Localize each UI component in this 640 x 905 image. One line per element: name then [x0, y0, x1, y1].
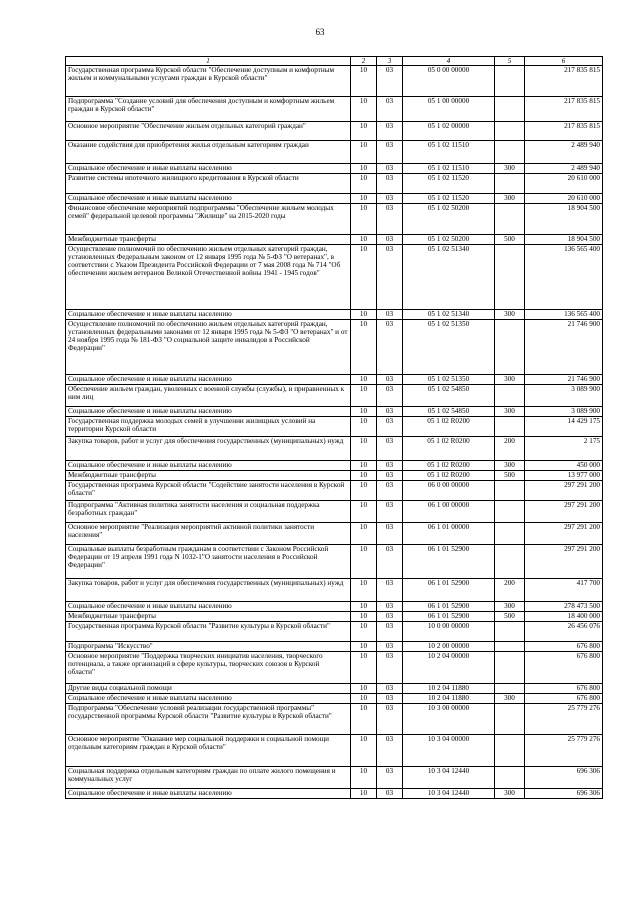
- header-col-5: 5: [495, 57, 525, 66]
- cell-name: Государственная программа Курской области "Содействие занятости населения в Курской области": [66, 481, 351, 501]
- cell-section: 10: [351, 437, 377, 461]
- cell-name: Осуществление полномочий по обеспечению жильем отдельных категорий граждан, установленных федеральными законами от 12 января 1995 года № 5-ФЗ "О ветеранах" и от 24 ноября 1995 года № 181-ФЗ "О социальной защите инвалидов в Российской Федерации": [66, 320, 351, 375]
- cell-subsection: 03: [377, 735, 403, 767]
- cell-name: Социальное обеспечение и иные выплаты населению: [66, 407, 351, 417]
- table-row: [66, 704, 603, 735]
- table-row: [66, 694, 603, 704]
- table-row: [66, 385, 603, 407]
- cell-expense-type: [495, 97, 525, 122]
- cell-name: Социальное обеспечение и иные выплаты населению: [66, 602, 351, 612]
- cell-expense-type: 300: [495, 461, 525, 471]
- cell-expense-type: 500: [495, 235, 525, 245]
- cell-section: 10: [351, 612, 377, 622]
- cell-amount: 18 400 000: [525, 612, 603, 622]
- cell-target-article: 06 0 00 00000: [403, 481, 495, 501]
- cell-amount: 297 291 200: [525, 523, 603, 545]
- cell-expense-type: [495, 481, 525, 501]
- cell-amount: 21 746 900: [525, 320, 603, 375]
- cell-amount: 297 291 200: [525, 481, 603, 501]
- cell-target-article: 06 1 01 52900: [403, 602, 495, 612]
- cell-target-article: 05 1 02 54850: [403, 385, 495, 407]
- cell-subsection: 03: [377, 704, 403, 735]
- cell-section: 10: [351, 417, 377, 437]
- cell-subsection: 03: [377, 642, 403, 652]
- cell-name: Социальное обеспечение и иные выплаты населению: [66, 164, 351, 174]
- table-row: [66, 789, 603, 799]
- cell-amount: 14 429 175: [525, 417, 603, 437]
- cell-name: Государственная поддержка молодых семей в улучшении жилищных условий на территории Курской области: [66, 417, 351, 437]
- cell-target-article: 06 1 01 00000: [403, 523, 495, 545]
- cell-subsection: 03: [377, 164, 403, 174]
- cell-subsection: 03: [377, 194, 403, 204]
- cell-subsection: 03: [377, 684, 403, 694]
- page-number: 63: [315, 27, 325, 37]
- cell-expense-type: [495, 417, 525, 437]
- cell-section: 10: [351, 375, 377, 385]
- cell-target-article: 05 1 02 51340: [403, 245, 495, 310]
- cell-section: 10: [351, 652, 377, 684]
- cell-section: 10: [351, 501, 377, 523]
- table-row: [66, 235, 603, 245]
- table-row: [66, 545, 603, 579]
- cell-section: 10: [351, 602, 377, 612]
- cell-amount: 696 306: [525, 789, 603, 799]
- cell-amount: 136 565 400: [525, 245, 603, 310]
- cell-amount: 676 800: [525, 642, 603, 652]
- cell-section: 10: [351, 523, 377, 545]
- cell-subsection: 03: [377, 523, 403, 545]
- cell-target-article: 05 1 02 51350: [403, 375, 495, 385]
- cell-section: 10: [351, 704, 377, 735]
- cell-amount: 21 746 900: [525, 375, 603, 385]
- cell-amount: 450 000: [525, 461, 603, 471]
- cell-subsection: 03: [377, 407, 403, 417]
- cell-target-article: 06 1 00 00000: [403, 501, 495, 523]
- cell-target-article: 05 1 02 11510: [403, 141, 495, 164]
- cell-name: Обеспечение жильем граждан, уволенных с военной службы (службы), и приравненных к ним лиц: [66, 385, 351, 407]
- header-col-2: 2: [351, 57, 377, 66]
- cell-section: 10: [351, 194, 377, 204]
- cell-amount: 217 835 815: [525, 66, 603, 97]
- cell-subsection: 03: [377, 545, 403, 579]
- cell-section: 10: [351, 164, 377, 174]
- cell-expense-type: 300: [495, 694, 525, 704]
- table-row: [66, 122, 603, 141]
- table-row: [66, 320, 603, 375]
- cell-subsection: 03: [377, 204, 403, 235]
- cell-amount: 20 610 000: [525, 194, 603, 204]
- cell-expense-type: 300: [495, 602, 525, 612]
- cell-expense-type: 500: [495, 471, 525, 481]
- cell-expense-type: [495, 652, 525, 684]
- table-row: [66, 417, 603, 437]
- cell-target-article: 06 1 01 52900: [403, 545, 495, 579]
- cell-amount: 136 565 400: [525, 310, 603, 320]
- cell-target-article: 05 1 02 11520: [403, 174, 495, 194]
- cell-target-article: 05 1 02 50200: [403, 235, 495, 245]
- cell-expense-type: [495, 320, 525, 375]
- cell-subsection: 03: [377, 622, 403, 642]
- cell-amount: 18 904 500: [525, 235, 603, 245]
- header-col-4: 4: [403, 57, 495, 66]
- cell-target-article: 06 1 01 52900: [403, 579, 495, 602]
- cell-subsection: 03: [377, 174, 403, 194]
- cell-target-article: 05 1 02 11520: [403, 194, 495, 204]
- cell-amount: 3 089 900: [525, 407, 603, 417]
- cell-subsection: 03: [377, 652, 403, 684]
- cell-expense-type: [495, 385, 525, 407]
- cell-subsection: 03: [377, 310, 403, 320]
- table-row: [66, 97, 603, 122]
- table-row: [66, 579, 603, 602]
- table-row: [66, 66, 603, 97]
- header-col-6: 6: [525, 57, 603, 66]
- cell-name: Социальное обеспечение и иные выплаты населению: [66, 375, 351, 385]
- cell-name: Оказание содействия для приобретения жилья отдельным категориям граждан: [66, 141, 351, 164]
- cell-amount: 297 291 200: [525, 545, 603, 579]
- cell-subsection: 03: [377, 602, 403, 612]
- table-row: [66, 245, 603, 310]
- cell-name: Основное мероприятие "Реализация мероприятий активной политики занятости населения": [66, 523, 351, 545]
- cell-section: 10: [351, 622, 377, 642]
- cell-amount: 26 456 076: [525, 622, 603, 642]
- table-row: [66, 642, 603, 652]
- budget-table: [65, 56, 603, 799]
- table-row: [66, 602, 603, 612]
- cell-expense-type: [495, 622, 525, 642]
- table-row: [66, 622, 603, 642]
- cell-amount: 20 610 000: [525, 174, 603, 194]
- cell-amount: 217 835 815: [525, 122, 603, 141]
- cell-section: 10: [351, 481, 377, 501]
- cell-subsection: 03: [377, 694, 403, 704]
- cell-expense-type: [495, 501, 525, 523]
- table-row: [66, 375, 603, 385]
- cell-expense-type: [495, 174, 525, 194]
- cell-subsection: 03: [377, 789, 403, 799]
- cell-subsection: 03: [377, 437, 403, 461]
- cell-expense-type: [495, 735, 525, 767]
- cell-expense-type: [495, 704, 525, 735]
- table-row: [66, 481, 603, 501]
- cell-section: 10: [351, 122, 377, 141]
- cell-name: Подпрограмма "Искусство": [66, 642, 351, 652]
- cell-section: 10: [351, 66, 377, 97]
- cell-target-article: 05 1 02 00000: [403, 122, 495, 141]
- header-col-1: 1: [66, 57, 351, 66]
- cell-section: 10: [351, 204, 377, 235]
- cell-target-article: 05 1 02 R0200: [403, 437, 495, 461]
- cell-name: Закупка товаров, работ и услуг для обеспечения государственных (муниципальных) нужд: [66, 579, 351, 602]
- cell-name: Социальное обеспечение и иные выплаты населению: [66, 310, 351, 320]
- cell-amount: 18 904 500: [525, 204, 603, 235]
- cell-target-article: 05 1 00 00000: [403, 97, 495, 122]
- cell-expense-type: 300: [495, 310, 525, 320]
- cell-target-article: 05 1 02 51340: [403, 310, 495, 320]
- cell-target-article: 10 3 04 00000: [403, 735, 495, 767]
- cell-amount: 676 800: [525, 652, 603, 684]
- cell-target-article: 05 0 00 00000: [403, 66, 495, 97]
- cell-name: Подпрограмма "Создание условий для обеспечения доступным и комфортным жильем граждан в Курской области": [66, 97, 351, 122]
- cell-section: 10: [351, 545, 377, 579]
- cell-name: Государственная программа Курской области "Развитие культуры в Курской области": [66, 622, 351, 642]
- cell-amount: 25 779 276: [525, 735, 603, 767]
- cell-name: Основное мероприятие "Оказание мер социальной поддержки и социальной помощи отдельным категориям граждан в Курской области": [66, 735, 351, 767]
- cell-subsection: 03: [377, 66, 403, 97]
- cell-expense-type: [495, 684, 525, 694]
- cell-name: Основное мероприятие "Поддержка творческих инициатив населения, творческого потенциала, а также организаций в сфере культуры, творческих союзов в Курской области": [66, 652, 351, 684]
- cell-expense-type: [495, 245, 525, 310]
- table-row: [66, 204, 603, 235]
- cell-subsection: 03: [377, 579, 403, 602]
- cell-section: 10: [351, 174, 377, 194]
- cell-amount: 278 473 500: [525, 602, 603, 612]
- table-row: [66, 141, 603, 164]
- table-row: [66, 310, 603, 320]
- cell-subsection: 03: [377, 417, 403, 437]
- cell-amount: 2 489 940: [525, 141, 603, 164]
- cell-subsection: 03: [377, 385, 403, 407]
- table-row: [66, 461, 603, 471]
- cell-target-article: 10 2 04 11880: [403, 694, 495, 704]
- cell-name: Закупка товаров, работ и услуг для обеспечения государственных (муниципальных) нужд: [66, 437, 351, 461]
- cell-target-article: 10 3 00 00000: [403, 704, 495, 735]
- cell-amount: 2 489 940: [525, 164, 603, 174]
- cell-name: Межбюджетные трансферты: [66, 471, 351, 481]
- cell-target-article: 10 2 04 11880: [403, 684, 495, 694]
- cell-section: 10: [351, 385, 377, 407]
- cell-name: Подпрограмма "Активная политика занятости населения и социальная поддержка безработных граждан": [66, 501, 351, 523]
- cell-name: Основное мероприятие "Обеспечение жильем отдельных категорий граждан": [66, 122, 351, 141]
- cell-subsection: 03: [377, 767, 403, 789]
- cell-section: 10: [351, 579, 377, 602]
- cell-name: Государственная программа Курской области "Обеспечение доступным и комфортным жильем и коммунальными услугами граждан в Курской области": [66, 66, 351, 97]
- cell-target-article: 05 1 02 50200: [403, 204, 495, 235]
- cell-amount: 2 175: [525, 437, 603, 461]
- cell-expense-type: 500: [495, 612, 525, 622]
- cell-target-article: 10 0 00 00000: [403, 622, 495, 642]
- cell-subsection: 03: [377, 461, 403, 471]
- cell-target-article: 05 1 02 11510: [403, 164, 495, 174]
- cell-section: 10: [351, 642, 377, 652]
- cell-name: Социальное обеспечение и иные выплаты населению: [66, 194, 351, 204]
- cell-name: Межбюджетные трансферты: [66, 235, 351, 245]
- cell-expense-type: [495, 523, 525, 545]
- table-row: [66, 501, 603, 523]
- cell-expense-type: 300: [495, 375, 525, 385]
- cell-target-article: 05 1 02 R0200: [403, 461, 495, 471]
- cell-subsection: 03: [377, 122, 403, 141]
- cell-section: 10: [351, 471, 377, 481]
- cell-section: 10: [351, 235, 377, 245]
- cell-name: Развитие системы ипотечного жилищного кредитования в Курской области: [66, 174, 351, 194]
- cell-name: Другие виды социальной помощи: [66, 684, 351, 694]
- cell-name: Подпрограмма "Обеспечение условий реализации государственной программы" государственной программы Курской области "Развитие культуры в Курской области": [66, 704, 351, 735]
- table-row: [66, 407, 603, 417]
- cell-target-article: 05 1 02 54850: [403, 407, 495, 417]
- header-col-3: 3: [377, 57, 403, 66]
- cell-amount: 3 089 900: [525, 385, 603, 407]
- cell-expense-type: [495, 204, 525, 235]
- cell-amount: 297 291 200: [525, 501, 603, 523]
- cell-expense-type: [495, 545, 525, 579]
- cell-subsection: 03: [377, 471, 403, 481]
- cell-target-article: 10 3 04 12440: [403, 767, 495, 789]
- cell-section: 10: [351, 694, 377, 704]
- cell-name: Социальные выплаты безработным гражданам в соответствии с Законом Российской Федерации от 19 апреля 1991 года N 1032-1"О занятости населения в Российской Федерации": [66, 545, 351, 579]
- cell-subsection: 03: [377, 612, 403, 622]
- cell-section: 10: [351, 767, 377, 789]
- cell-section: 10: [351, 407, 377, 417]
- table-row: [66, 164, 603, 174]
- cell-section: 10: [351, 310, 377, 320]
- cell-target-article: 10 2 04 00000: [403, 652, 495, 684]
- table-row: [66, 735, 603, 767]
- cell-expense-type: 200: [495, 579, 525, 602]
- cell-target-article: 06 1 01 52900: [403, 612, 495, 622]
- cell-subsection: 03: [377, 501, 403, 523]
- cell-name: Межбюджетные трансферты: [66, 612, 351, 622]
- cell-section: 10: [351, 320, 377, 375]
- cell-expense-type: [495, 642, 525, 652]
- table-row: [66, 684, 603, 694]
- cell-section: 10: [351, 684, 377, 694]
- cell-subsection: 03: [377, 320, 403, 375]
- cell-subsection: 03: [377, 481, 403, 501]
- cell-amount: 676 800: [525, 694, 603, 704]
- cell-amount: 217 835 815: [525, 97, 603, 122]
- cell-expense-type: 300: [495, 164, 525, 174]
- cell-expense-type: [495, 66, 525, 97]
- cell-target-article: 10 2 00 00000: [403, 642, 495, 652]
- cell-expense-type: 300: [495, 789, 525, 799]
- table-row: [66, 174, 603, 194]
- cell-amount: 676 800: [525, 684, 603, 694]
- cell-section: 10: [351, 789, 377, 799]
- table-row: [66, 652, 603, 684]
- cell-section: 10: [351, 141, 377, 164]
- table-row: [66, 194, 603, 204]
- cell-section: 10: [351, 461, 377, 471]
- cell-amount: 417 700: [525, 579, 603, 602]
- table-header-row: [66, 57, 603, 66]
- cell-amount: 25 779 276: [525, 704, 603, 735]
- cell-target-article: 05 1 02 51350: [403, 320, 495, 375]
- cell-expense-type: 200: [495, 437, 525, 461]
- cell-name: Социальная поддержка отдельным категориям граждан по оплате жилого помещения и коммунальных услуг: [66, 767, 351, 789]
- cell-subsection: 03: [377, 375, 403, 385]
- cell-subsection: 03: [377, 97, 403, 122]
- cell-section: 10: [351, 245, 377, 310]
- cell-name: Осуществление полномочий по обеспечению жильем отдельных категорий граждан, установленных Федеральным законом от 12 января 1995 года № 5-ФЗ "О ветеранах", в соответствии с Указом Президента Российской Федерации от 7 мая 2008 года № 714 "Об обеспечении жильем ветеранов Великой Отечественной войны 1941 - 1945 годов": [66, 245, 351, 310]
- cell-section: 10: [351, 735, 377, 767]
- table-row: [66, 523, 603, 545]
- cell-name: Социальное обеспечение и иные выплаты населению: [66, 461, 351, 471]
- cell-target-article: 05 1 02 R0200: [403, 471, 495, 481]
- cell-expense-type: [495, 767, 525, 789]
- table-row: [66, 612, 603, 622]
- cell-expense-type: 300: [495, 194, 525, 204]
- cell-amount: 696 306: [525, 767, 603, 789]
- cell-name: Социальное обеспечение и иные выплаты населению: [66, 789, 351, 799]
- cell-name: Финансовое обеспечение мероприятий подпрограммы "Обеспечение жильем молодых семей" федеральной целевой программы "Жилище" на 2015-2020 годы: [66, 204, 351, 235]
- cell-target-article: 05 1 02 R0200: [403, 417, 495, 437]
- table-row: [66, 471, 603, 481]
- cell-expense-type: 300: [495, 407, 525, 417]
- cell-subsection: 03: [377, 235, 403, 245]
- cell-target-article: 10 3 04 12440: [403, 789, 495, 799]
- cell-name: Социальное обеспечение и иные выплаты населению: [66, 694, 351, 704]
- table-row: [66, 437, 603, 461]
- cell-subsection: 03: [377, 245, 403, 310]
- cell-expense-type: [495, 141, 525, 164]
- cell-subsection: 03: [377, 141, 403, 164]
- cell-section: 10: [351, 97, 377, 122]
- cell-expense-type: [495, 122, 525, 141]
- cell-amount: 13 977 000: [525, 471, 603, 481]
- table-row: [66, 767, 603, 789]
